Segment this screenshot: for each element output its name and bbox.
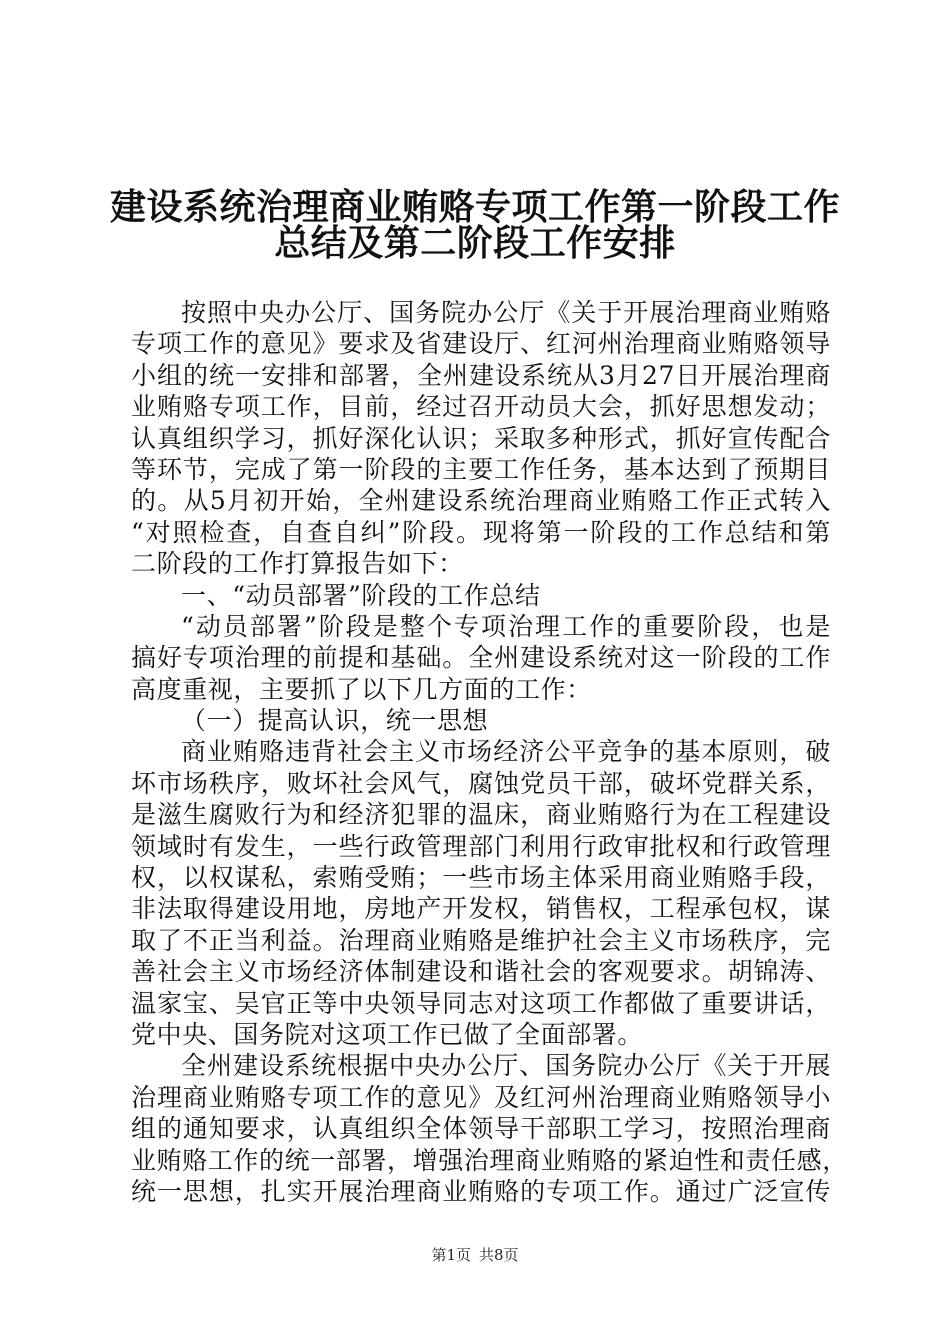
body-line: 二阶段的工作打算报告如下： <box>131 549 464 579</box>
body-line: 的。从5月初开始，全州建设系统治理商业贿赂工作正式转入 <box>131 486 831 516</box>
body-line: 取了不正当利益。治理商业贿赂是维护社会主义市场秩序，完 <box>131 925 831 955</box>
body-line: 善社会主义市场经济体制建设和谐社会的客观要求。胡锦涛、 <box>131 957 831 987</box>
body-line: 党中央、国务院对这项工作已做了全面部署。 <box>131 1019 644 1049</box>
body-line: 组的通知要求，认真组织全体领导干部职工学习，按照治理商 <box>131 1114 831 1144</box>
body-line: 等环节，完成了第一阶段的主要工作任务，基本达到了预期目 <box>131 454 831 484</box>
body-line: 领域时有发生，一些行政管理部门利用行政审批权和行政管理 <box>131 831 831 861</box>
body-line: “对照检查，自查自纠”阶段。现将第一阶段的工作总结和第 <box>131 517 831 547</box>
page-number: 第1页 <box>431 1246 471 1264</box>
body-line: 权，以权谋私，索贿受贿；一些市场主体采用商业贿赂手段， <box>131 863 831 893</box>
document-title-line-2: 总结及第二阶段工作安排 <box>274 223 676 264</box>
page-footer <box>0 1245 950 1265</box>
body-line: 高度重视，主要抓了以下几方面的工作： <box>131 674 592 704</box>
body-line: 是滋生腐败行为和经济犯罪的温床，商业贿赂行为在工程建设 <box>131 800 831 830</box>
section-heading: 一、“动员部署”阶段的工作总结 <box>181 580 541 610</box>
body-line: 非法取得建设用地，房地产开发权，销售权，工程承包权，谋 <box>131 894 831 924</box>
page-total: 共8页 <box>479 1246 519 1264</box>
body-line: 搞好专项治理的前提和基础。全州建设系统对这一阶段的工作 <box>131 643 831 673</box>
body-line: 统一思想，扎实开展治理商业贿赂的专项工作。通过广泛宣传 <box>131 1176 831 1206</box>
body-line: 业贿赂专项工作，目前，经过召开动员大会，抓好思想发动； <box>131 392 831 422</box>
body-line: 温家宝、吴官正等中央领导同志对这项工作都做了重要讲话， <box>131 988 831 1018</box>
body-line: 专项工作的意见》要求及省建设厅、红河州治理商业贿赂领导 <box>131 329 831 359</box>
body-line: 坏市场秩序，败坏社会风气，腐蚀党员干部，破坏党群关系， <box>131 768 831 798</box>
body-line: 认真组织学习，抓好深化认识；采取多种形式，抓好宣传配合 <box>131 423 831 453</box>
body-line: 商业贿赂违背社会主义市场经济公平竞争的基本原则，破 <box>181 737 831 767</box>
body-line: 按照中央办公厅、国务院办公厅《关于开展治理商业贿赂 <box>181 298 831 327</box>
body-line: 小组的统一安排和部署，全州建设系统从3月27日开展治理商 <box>131 360 831 390</box>
body-line: 治理商业贿赂专项工作的意见》及红河州治理商业贿赂领导小 <box>131 1082 831 1112</box>
body-line: 全州建设系统根据中央办公厅、国务院办公厅《关于开展 <box>181 1051 831 1081</box>
body-line: 业贿赂工作的统一部署，增强治理商业贿赂的紧迫性和责任感， <box>131 1145 848 1175</box>
body-line: “动员部署”阶段是整个专项治理工作的重要阶段，也是 <box>181 611 831 641</box>
subsection-heading: （一）提高认识，统一思想 <box>181 706 489 736</box>
document-body <box>131 297 848 1207</box>
document-title-line-1: 建设系统治理商业贿赂专项工作第一阶段工作 <box>109 187 840 228</box>
